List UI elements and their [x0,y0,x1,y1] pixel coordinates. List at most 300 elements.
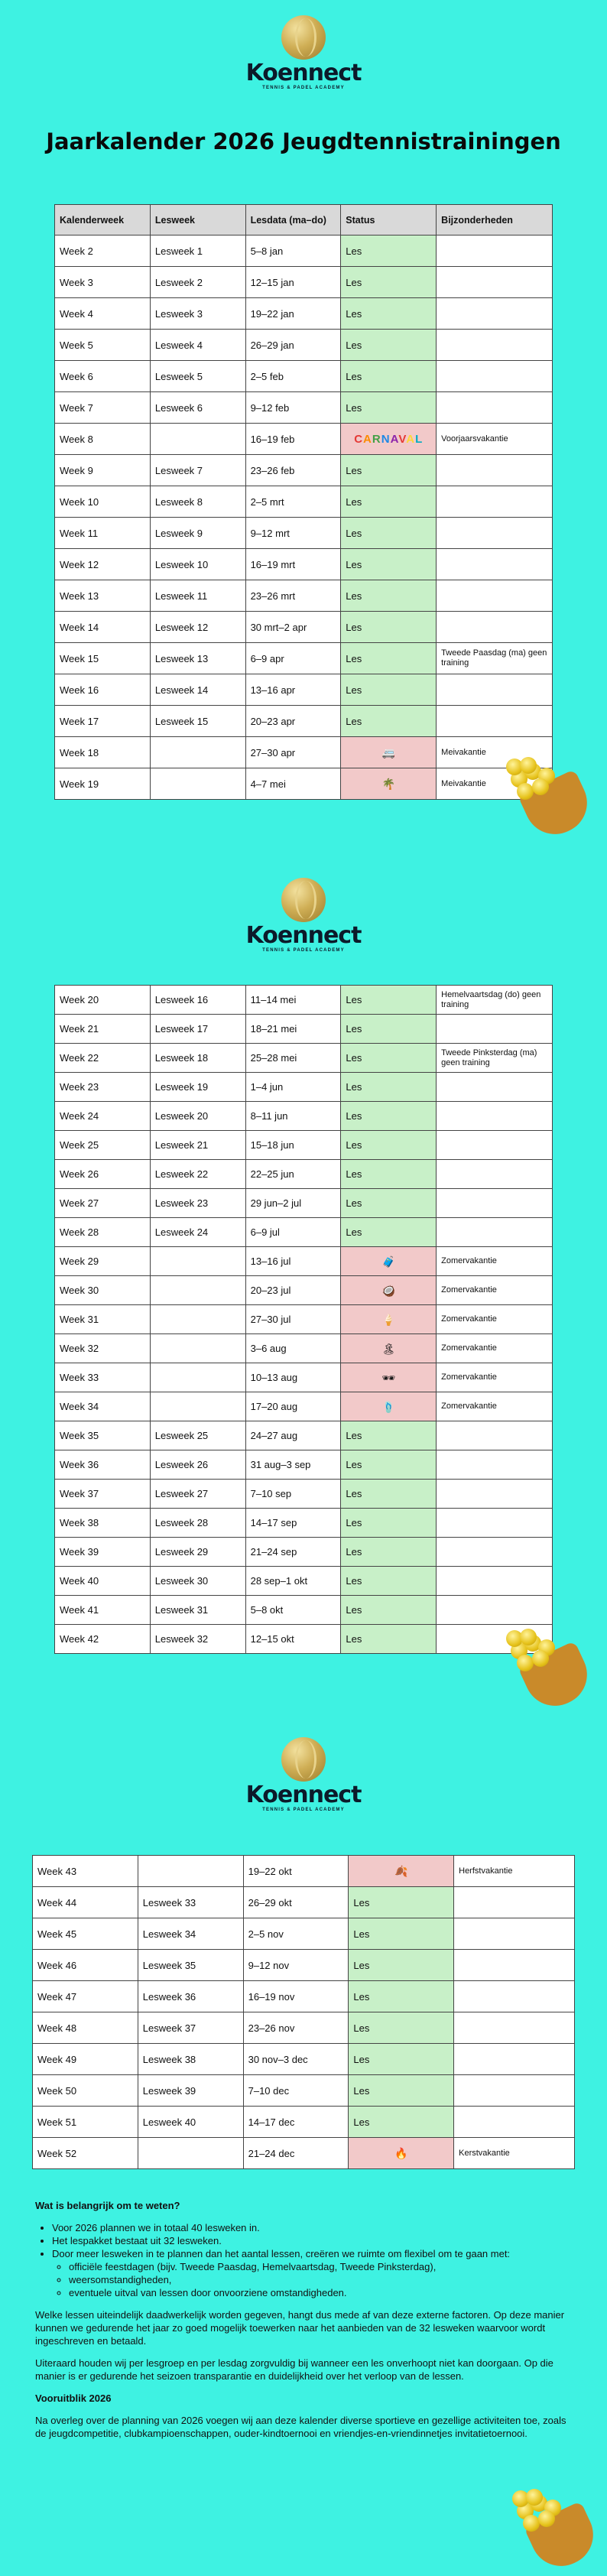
cell-lesweek: Lesweek 37 [138,2012,243,2044]
brand-tagline: TENNIS & PADEL ACADEMY [262,86,345,90]
cell-bijzonderheden [454,2012,575,2044]
cell-lesweek: Lesweek 14 [150,674,245,706]
cell-bijzonderheden: Meivakantie [437,768,553,800]
list-item: • Voor 2026 plannen we in totaal 40 lesweken in. [52,2221,578,2234]
pot-bucket [518,769,597,844]
brand-name: Koennect [245,922,362,949]
table-row [55,236,553,267]
brand-tagline: TENNIS & PADEL ACADEMY [262,1808,345,1812]
table-row [33,2044,575,2075]
coin-pot-illustration [505,1629,589,1713]
cell-bijzonderheden [437,1480,553,1509]
cell-kalenderweek: Week 37 [55,1480,151,1509]
cell-kalenderweek: Week 46 [33,1950,138,1981]
cell-status [349,2138,454,2169]
cell-kalenderweek: Week 31 [55,1305,151,1334]
table-row [55,1509,553,1538]
header-status: Status [341,205,437,236]
autumn-leaves-icon: 🍂 [394,1865,408,1877]
cell-status: Les [341,1450,437,1480]
cell-bijzonderheden: Zomervakantie [437,1247,553,1276]
cell-status: Les [349,2012,454,2044]
cell-kalenderweek: Week 35 [55,1421,151,1450]
cell-kalenderweek: Week 34 [55,1392,151,1421]
table-row [55,1363,553,1392]
cell-bijzonderheden [454,2044,575,2075]
cell-kalenderweek: Week 50 [33,2075,138,2107]
tennis-ball-logo-icon [281,878,326,922]
table-row [55,298,553,330]
cell-lesweek: Lesweek 32 [150,1625,245,1654]
cell-lesdata: 31 aug–3 sep [245,1450,341,1480]
table-row [33,1950,575,1981]
cell-status: Les [341,1421,437,1450]
cell-lesweek: Lesweek 21 [150,1131,245,1160]
gold-coin-icon [538,2510,555,2527]
cell-kalenderweek: Week 30 [55,1276,151,1305]
cell-kalenderweek: Week 16 [55,674,151,706]
cell-kalenderweek: Week 39 [55,1538,151,1567]
cell-status: Les [341,1509,437,1538]
cell-kalenderweek: Week 9 [55,455,151,486]
info-bullets [52,2221,578,2299]
cell-kalenderweek: Week 43 [33,1856,138,1887]
cell-lesweek: Lesweek 24 [150,1218,245,1247]
cell-bijzonderheden: Zomervakantie [437,1363,553,1392]
cell-lesdata: 11–14 mei [245,986,341,1015]
table-row [55,1160,553,1189]
gold-coin-icon [520,1629,537,1645]
cell-kalenderweek: Week 27 [55,1189,151,1218]
cell-bijzonderheden [437,1102,553,1131]
table-row [55,1538,553,1567]
cell-lesdata: 16–19 feb [245,424,341,455]
cell-status: Les [341,1218,437,1247]
cell-lesdata: 21–24 sep [245,1538,341,1567]
cell-lesdata: 3–6 aug [245,1334,341,1363]
ice-cream-icon: 🍦 [381,1313,395,1326]
van-icon: 🚐 [381,746,395,759]
cell-lesweek: Lesweek 17 [150,1015,245,1044]
cell-status [341,1334,437,1363]
cell-kalenderweek: Week 29 [55,1247,151,1276]
table-row [55,1247,553,1276]
cell-bijzonderheden [437,674,553,706]
cell-lesweek: Lesweek 39 [138,2075,243,2107]
schedule-table-1 [54,204,553,800]
cell-kalenderweek: Week 19 [55,768,151,800]
cell-status: Les [341,298,437,330]
cell-lesweek: Lesweek 28 [150,1509,245,1538]
cell-status: Les [341,1102,437,1131]
cell-bijzonderheden [437,298,553,330]
cell-status: Les [341,580,437,612]
cell-lesdata: 19–22 jan [245,298,341,330]
brand-logo [0,1737,607,1812]
cell-lesdata: 16–19 nov [243,1981,349,2012]
cell-lesdata: 2–5 nov [243,1918,349,1950]
list-item: • Het lespakket bestaat uit 32 lesweken. [52,2234,578,2247]
page-title: Jaarkalender 2026 Jeugdtennistrainingen [46,128,561,154]
cell-status [341,1392,437,1421]
cell-lesdata: 14–17 dec [243,2107,349,2138]
cell-lesweek: Lesweek 15 [150,706,245,737]
table-row [33,1856,575,1887]
cell-status [341,1305,437,1334]
table-row [55,1625,553,1654]
table-row [55,361,553,392]
table-row [33,1981,575,2012]
cell-status: Les [341,392,437,424]
pot-bucket [524,2501,603,2576]
cell-lesdata: 19–22 okt [243,1856,349,1887]
table-row [55,1392,553,1421]
cell-lesdata: 2–5 mrt [245,486,341,518]
cell-bijzonderheden [437,549,553,580]
cell-status [341,737,437,768]
cell-bijzonderheden: Zomervakantie [437,1305,553,1334]
info-paragraph: Na overleg over de planning van 2026 voegen wij aan deze kalender diverse sportieve en gezellige activiteiten toe, zoals de jeugdcompetitie, clubkampioenschappen, ouder-kindtoernooi en vriendjes-en-vriendinnetjes invitatietoernooi. [35,2415,566,2439]
cell-lesdata: 30 nov–3 dec [243,2044,349,2075]
cell-kalenderweek: Week 7 [55,392,151,424]
cell-kalenderweek: Week 3 [55,267,151,298]
tennis-ball-logo-icon [281,1737,326,1782]
info-section [35,2199,578,2449]
gold-coin-icon [517,783,534,800]
cell-status: Les [341,455,437,486]
cell-lesdata: 20–23 apr [245,706,341,737]
cell-lesdata: 7–10 sep [245,1480,341,1509]
cell-bijzonderheden: Tweede Pinksterdag (ma) geen training [437,1044,553,1073]
cell-kalenderweek: Week 28 [55,1218,151,1247]
cell-bijzonderheden [454,1950,575,1981]
cell-bijzonderheden [437,267,553,298]
table-row [55,1596,553,1625]
cell-lesdata: 13–16 apr [245,674,341,706]
cell-lesdata: 17–20 aug [245,1392,341,1421]
cell-lesdata: 27–30 apr [245,737,341,768]
cell-status: Les [349,1981,454,2012]
cell-kalenderweek: Week 22 [55,1044,151,1073]
cell-status [341,1363,437,1392]
cell-lesdata: 30 mrt–2 apr [245,612,341,643]
cell-kalenderweek: Week 38 [55,1509,151,1538]
cell-kalenderweek: Week 14 [55,612,151,643]
cell-lesweek: Lesweek 18 [150,1044,245,1073]
cell-lesweek: Lesweek 31 [150,1596,245,1625]
cell-bijzonderheden [437,486,553,518]
suitcase-icon: 🧳 [381,1255,395,1268]
cell-status: Les [349,2107,454,2138]
cell-bijzonderheden [437,455,553,486]
table-row [55,1421,553,1450]
cell-lesdata: 16–19 mrt [245,549,341,580]
cell-kalenderweek: Week 45 [33,1918,138,1950]
flip-flops-icon: 🩴 [381,1400,395,1413]
cell-kalenderweek: Week 8 [55,424,151,455]
cell-status: Les [341,1160,437,1189]
cell-status: Les [341,330,437,361]
cell-lesdata: 6–9 jul [245,1218,341,1247]
table-row [55,643,553,674]
cell-lesdata: 7–10 dec [243,2075,349,2107]
cell-lesweek: Lesweek 26 [150,1450,245,1480]
cell-bijzonderheden [437,1189,553,1218]
table-row [55,330,553,361]
cell-bijzonderheden [437,580,553,612]
cell-lesweek: Lesweek 38 [138,2044,243,2075]
cell-lesdata: 23–26 mrt [245,580,341,612]
cell-kalenderweek: Week 12 [55,549,151,580]
cell-status: Les [341,1596,437,1625]
cell-bijzonderheden [454,1981,575,2012]
brand-logo [0,878,607,953]
cell-kalenderweek: Week 47 [33,1981,138,2012]
gold-coin-icon [523,2515,540,2532]
cell-kalenderweek: Week 52 [33,2138,138,2169]
cell-lesdata: 9–12 feb [245,392,341,424]
cell-lesweek: Lesweek 5 [150,361,245,392]
cell-bijzonderheden [437,1015,553,1044]
cell-status: Les [349,1918,454,1950]
cell-lesdata: 21–24 dec [243,2138,349,2169]
cell-lesweek [150,1334,245,1363]
cell-kalenderweek: Week 17 [55,706,151,737]
table-row [55,1567,553,1596]
cell-kalenderweek: Week 48 [33,2012,138,2044]
cell-lesweek [138,2138,243,2169]
cell-bijzonderheden [437,1131,553,1160]
table-row [55,674,553,706]
cell-lesdata: 22–25 jun [245,1160,341,1189]
cell-bijzonderheden [437,1567,553,1596]
table-row [33,2012,575,2044]
cell-lesdata: 29 jun–2 jul [245,1189,341,1218]
table-row [55,1102,553,1131]
cell-bijzonderheden [437,361,553,392]
table-row [55,392,553,424]
cell-kalenderweek: Week 36 [55,1450,151,1480]
carnaval-label: CARNAVAL [354,432,424,446]
cell-lesweek: Lesweek 20 [150,1102,245,1131]
cell-lesdata: 28 sep–1 okt [245,1567,341,1596]
cell-lesweek: Lesweek 19 [150,1073,245,1102]
cell-status [341,1247,437,1276]
coin-pot-illustration [511,2489,595,2573]
cell-bijzonderheden [437,1538,553,1567]
cell-status: Les [341,1073,437,1102]
cell-status: Les [341,1189,437,1218]
cell-bijzonderheden [437,518,553,549]
hammock-icon: 🌴 [381,778,395,790]
cell-status: Les [341,1131,437,1160]
cell-status: Les [341,1625,437,1654]
cell-lesdata: 26–29 jan [245,330,341,361]
cell-bijzonderheden [437,236,553,267]
cell-lesweek: Lesweek 34 [138,1918,243,1950]
cell-lesweek [150,1276,245,1305]
cell-lesdata: 23–26 nov [243,2012,349,2044]
cell-kalenderweek: Week 20 [55,986,151,1015]
gold-coin-icon [532,1650,549,1667]
table-row [55,486,553,518]
cell-lesdata: 26–29 okt [243,1887,349,1918]
table-row [55,1073,553,1102]
cell-bijzonderheden [437,612,553,643]
cell-status: Les [341,236,437,267]
table-row [33,1887,575,1918]
cell-bijzonderheden [437,1073,553,1102]
cell-status: Les [349,1887,454,1918]
cell-bijzonderheden [454,2075,575,2107]
brand-tagline: TENNIS & PADEL ACADEMY [262,948,345,953]
cell-status: Les [341,643,437,674]
cell-bijzonderheden [437,330,553,361]
gold-coin-icon [532,778,549,795]
cell-kalenderweek: Week 51 [33,2107,138,2138]
cell-status [341,768,437,800]
cell-bijzonderheden [454,1887,575,1918]
cell-lesweek [150,424,245,455]
schedule-table-2 [54,985,553,1654]
cell-bijzonderheden: Hemelvaartsdag (do) geen training [437,986,553,1015]
cell-status: Les [341,986,437,1015]
cell-kalenderweek: Week 49 [33,2044,138,2075]
cell-lesweek: Lesweek 23 [150,1189,245,1218]
cell-lesweek: Lesweek 13 [150,643,245,674]
cell-lesdata: 12–15 okt [245,1625,341,1654]
cell-lesweek: Lesweek 16 [150,986,245,1015]
cell-lesweek [150,1363,245,1392]
cell-lesdata: 15–18 jun [245,1131,341,1160]
table-row [55,1189,553,1218]
cell-lesdata: 25–28 mei [245,1044,341,1073]
table-row [55,986,553,1015]
cell-kalenderweek: Week 40 [55,1567,151,1596]
cell-kalenderweek: Week 11 [55,518,151,549]
cell-kalenderweek: Week 18 [55,737,151,768]
cell-status: Les [349,2044,454,2075]
cell-kalenderweek: Week 32 [55,1334,151,1363]
gold-coin-icon [520,757,537,774]
cell-kalenderweek: Week 26 [55,1160,151,1189]
cell-lesdata: 27–30 jul [245,1305,341,1334]
cell-kalenderweek: Week 13 [55,580,151,612]
cell-lesweek: Lesweek 30 [150,1567,245,1596]
cell-bijzonderheden: Zomervakantie [437,1392,553,1421]
cell-lesweek [150,1247,245,1276]
cell-kalenderweek: Week 42 [55,1625,151,1654]
header-bijzonderheden: Bijzonderheden [437,205,553,236]
cell-lesweek [150,1305,245,1334]
header-lesdata: Lesdata (ma–do) [245,205,341,236]
cell-kalenderweek: Week 44 [33,1887,138,1918]
table-row [55,768,553,800]
cell-bijzonderheden [437,1509,553,1538]
table-row [33,2075,575,2107]
cell-status: Les [341,486,437,518]
cell-status: Les [341,1015,437,1044]
table-row [55,1276,553,1305]
table-row [55,1015,553,1044]
cell-status: Les [341,518,437,549]
cell-status: Les [341,267,437,298]
cell-lesweek: Lesweek 40 [138,2107,243,2138]
cell-lesdata: 6–9 apr [245,643,341,674]
cell-bijzonderheden [437,392,553,424]
gold-coin-icon [517,1655,534,1671]
info-heading: Wat is belangrijk om te weten? [35,2200,180,2211]
cell-status: Les [349,1950,454,1981]
cell-bijzonderheden: Kerstvakantie [454,2138,575,2169]
table-row [55,580,553,612]
cell-status [349,1856,454,1887]
cell-status [341,424,437,455]
cell-lesweek: Lesweek 8 [150,486,245,518]
cell-kalenderweek: Week 15 [55,643,151,674]
gold-coin-icon [526,2489,543,2506]
table-row [55,1305,553,1334]
cell-status: Les [341,1538,437,1567]
cell-status: Les [341,361,437,392]
schedule-table-3 [32,1855,575,2169]
cell-lesdata: 2–5 feb [245,361,341,392]
cell-kalenderweek: Week 4 [55,298,151,330]
cell-lesweek: Lesweek 22 [150,1160,245,1189]
cell-lesweek: Lesweek 3 [150,298,245,330]
info-paragraph: Uiteraard houden wij per lesgroep en per lesdag zorgvuldig bij wanneer een les onverhoopt niet kan doorgaan. Op die manier is er gedurende het seizoen transparantie en duidelijkheid over het verloop van de lessen. [35,2357,553,2382]
cell-bijzonderheden [437,1596,553,1625]
cell-kalenderweek: Week 25 [55,1131,151,1160]
cell-lesdata: 8–11 jun [245,1102,341,1131]
brand-logo [0,15,607,90]
cell-lesdata: 24–27 aug [245,1421,341,1450]
cell-lesweek: Lesweek 29 [150,1538,245,1567]
cell-lesweek: Lesweek 27 [150,1480,245,1509]
cell-lesweek: Lesweek 2 [150,267,245,298]
cell-lesdata: 9–12 nov [243,1950,349,1981]
island-icon: 🏝 [381,1342,396,1355]
list-item: • Door meer lesweken in te plannen dan het aantal lessen, creëren we ruimte om flexibel om te gaan met: ◦ officiële feestdagen (bijv. Tweede Paasdag, Hemelvaartsdag, Tweede Pinksterdag), ◦ weersomstandigheden, ◦ eventuele uitval van lessen door onvoorziene omstandigheden. [52,2247,578,2299]
info-subbullets [69,2260,578,2299]
cell-bijzonderheden: Zomervakantie [437,1276,553,1305]
cell-kalenderweek: Week 5 [55,330,151,361]
table-row [55,706,553,737]
sunglasses-icon: 🕶 [381,1371,396,1384]
header-kalenderweek: Kalenderweek [55,205,151,236]
cell-kalenderweek: Week 21 [55,1015,151,1044]
cell-bijzonderheden [437,1218,553,1247]
cell-bijzonderheden [454,1918,575,1950]
tennis-ball-logo-icon [281,15,326,60]
cell-lesdata: 23–26 feb [245,455,341,486]
cell-lesweek [150,1392,245,1421]
coconut-drink-icon: 🥥 [381,1284,395,1297]
cell-lesdata: 18–21 mei [245,1015,341,1044]
brand-name: Koennect [245,1782,362,1808]
cell-lesweek: Lesweek 25 [150,1421,245,1450]
pot-bucket [518,1641,597,1716]
cell-status: Les [341,674,437,706]
table-row [55,455,553,486]
list-item: ◦ officiële feestdagen (bijv. Tweede Paasdag, Hemelvaartsdag, Tweede Pinksterdag), [69,2260,578,2273]
cell-status: Les [341,1567,437,1596]
cell-lesdata: 1–4 jun [245,1073,341,1102]
cell-bijzonderheden: Voorjaarsvakantie [437,424,553,455]
cell-lesweek: Lesweek 36 [138,1981,243,2012]
cell-bijzonderheden: Zomervakantie [437,1334,553,1363]
table-row [55,1044,553,1073]
